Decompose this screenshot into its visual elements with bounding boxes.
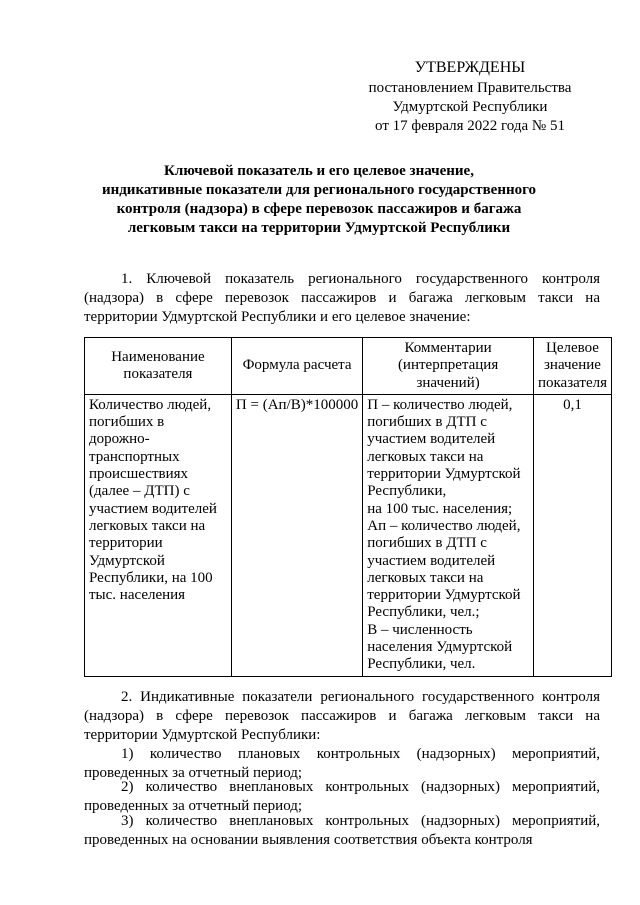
header-target: Целевое значение показателя [533, 338, 611, 395]
header-name: Наименование показателя [85, 338, 232, 395]
table-row [85, 394, 612, 676]
section-2-item-1: 1) количество плановых контрольных (надзорных) мероприятий, проведенных за отчетный период; [84, 746, 600, 781]
title-line-1: Ключевой показатель и его целевое значение, [164, 163, 474, 179]
comment-4: В – численность населения Удмуртской Республики, чел. [367, 621, 513, 673]
cell-target: 0,1 [533, 394, 611, 676]
table-header-row [85, 338, 612, 395]
key-indicator-table [84, 337, 612, 677]
approval-line-1: постановлением Правительства [368, 80, 572, 96]
title-line-2: индикативные показатели для регионального государственного [101, 182, 537, 198]
comment-3: Ап – количество людей, погибших в ДТП с участием водителей легковых такси на территории Удмуртской Республики, чел.; [367, 517, 521, 621]
cell-formula: П = (Ап/В)*100000 [231, 394, 362, 676]
title-line-3: контроля (надзора) в сфере перевозок пассажиров и багажа [116, 201, 522, 217]
header-formula: Формула расчета [231, 338, 362, 395]
comment-2: на 100 тыс. населения; [367, 500, 513, 517]
header-comments: Комментарии (интерпретация значений) [363, 338, 534, 395]
title-line-4: легковым такси на территории Удмуртской Республики [127, 220, 511, 236]
approval-line-3: от 17 февраля 2022 года № 51 [375, 118, 565, 134]
cell-name: Количество людей, погибших в дорожно-транспортных происшествиях (далее – ДТП) с участием водителей легковых такси на территории Удмуртской Республики, на 100 тыс. населения [85, 394, 232, 676]
comment-1: П – количество людей, погибших в ДТП с участием водителей легковых такси на территории Удмуртской Республики, [367, 396, 521, 500]
section-2-item-2: 2) количество внеплановых контрольных (надзорных) мероприятий, проведенных за отчетный период; [84, 779, 600, 814]
document-title [84, 162, 554, 238]
section-2-item-3: 3) количество внеплановых контрольных (надзорных) мероприятий, проведенных на основании выявления соответствия объекта контроля [84, 813, 600, 848]
approval-block [360, 58, 580, 136]
cell-comments [363, 394, 534, 676]
section-1-paragraph: 1. Ключевой показатель регионального государственного контроля (надзора) в сфере перевозок пассажиров и багажа легковым такси на территории Удмуртской Республики и его целевое значение: [84, 271, 600, 325]
section-2-intro: 2. Индикативные показатели регионального государственного контроля (надзора) в сфере перевозок пассажиров и багажа легковым такси на территории Удмуртской Республики: [84, 689, 600, 743]
approval-heading: УТВЕРЖДЕНЫ [414, 59, 526, 76]
approval-line-2: Удмуртской Республики [392, 99, 548, 115]
